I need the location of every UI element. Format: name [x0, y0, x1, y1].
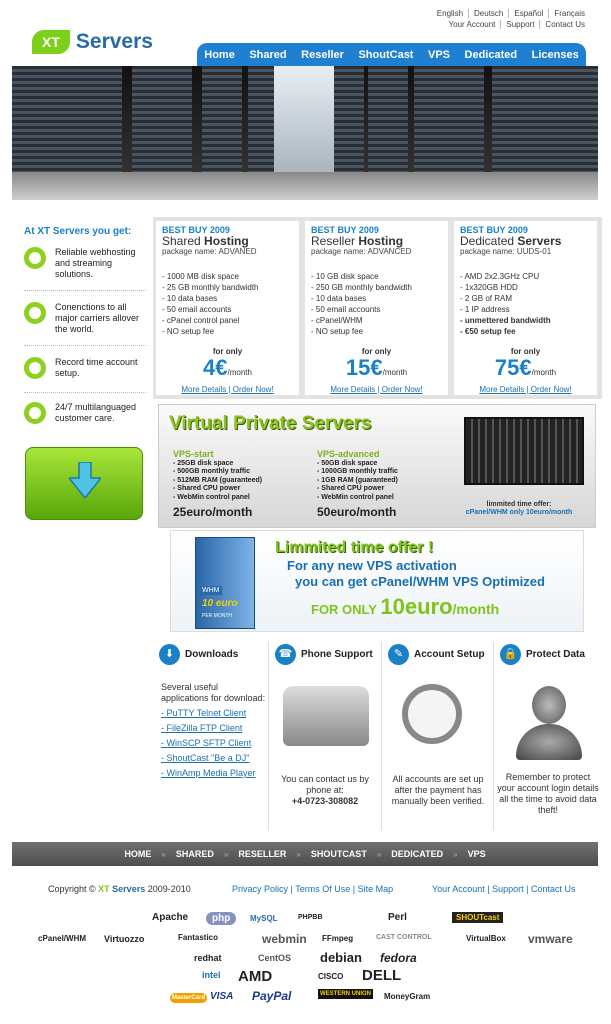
- download-icon: ⬇: [159, 644, 180, 665]
- phone-text: You can contact us by phone at:: [281, 774, 369, 795]
- more-details-link[interactable]: More Details: [330, 385, 376, 394]
- webmin-logo: webmin: [262, 932, 307, 946]
- plan-for-only: for only: [510, 347, 541, 356]
- download-link[interactable]: - FileZilla FTP Client: [161, 723, 243, 733]
- stopwatch-image: [402, 684, 462, 744]
- plan-name: Dedicated Servers: [460, 234, 562, 248]
- feature-item: [24, 302, 146, 346]
- nav-licenses[interactable]: Licenses: [531, 49, 579, 61]
- paypal-logo: PayPal: [252, 989, 292, 1003]
- footer-nav-shared[interactable]: SHARED: [175, 849, 214, 859]
- plan-name: Shared Hosting: [162, 234, 249, 248]
- plan-badge: BEST BUY 2009: [311, 225, 379, 235]
- top-contact-link[interactable]: Contact Us: [545, 20, 585, 29]
- nav-reseller[interactable]: Reseller: [301, 49, 344, 61]
- shoutcast-logo: SHOUTcast: [452, 912, 503, 923]
- footer-nav: HOME » SHARED » RESELLER » SHOUTCAST » DEDICATED » VPS: [12, 842, 598, 866]
- vps-advanced-price: 50euro/month: [317, 505, 397, 520]
- footer-contact-link[interactable]: Contact Us: [530, 884, 576, 894]
- phone-icon: ☎: [275, 644, 296, 665]
- plan-price: 75€/month: [494, 355, 557, 380]
- section-title: Protect Data: [526, 648, 585, 660]
- footer-nav-vps[interactable]: VPS: [467, 849, 486, 859]
- footer-support-link[interactable]: Support: [492, 884, 524, 894]
- site-logo[interactable]: [32, 28, 153, 56]
- cisco-logo: CISCO: [318, 972, 344, 981]
- section-title: Phone Support: [301, 648, 373, 660]
- download-link[interactable]: - PuTTY Telnet Client: [161, 708, 247, 718]
- western-union-logo: WESTERN UNION: [320, 991, 371, 997]
- footer-nav-home[interactable]: HOME: [124, 849, 152, 859]
- user-silhouette-image: [514, 686, 584, 762]
- offer-line-2: For any new VPS activation: [287, 558, 457, 573]
- feature-item: [24, 402, 146, 434]
- moneygram-logo: MoneyGram: [384, 992, 431, 1001]
- vps-banner[interactable]: [158, 404, 596, 528]
- plan-package: package name: ADVANED: [162, 247, 257, 256]
- visa-logo: VISA: [210, 991, 234, 1002]
- plan-features: - 10 GB disk space - 250 GB monthly bandwidth - 10 data bases - 50 email accounts - cPanel/WHM - NO setup fee: [311, 272, 412, 336]
- vps-start-price: 25euro/month: [173, 505, 253, 520]
- fedora-logo: fedora: [380, 951, 417, 965]
- datacenter-banner-image: [12, 66, 598, 200]
- offer-line-3: you can get cPanel/WHM VPS Optimized: [295, 574, 545, 589]
- nav-shoutcast[interactable]: ShoutCast: [358, 49, 414, 61]
- phone-number[interactable]: +4-0723-308082: [291, 796, 359, 806]
- download-link[interactable]: - ShoutCast "Be a DJ": [161, 753, 250, 763]
- blade-server-image: [464, 417, 584, 485]
- plan-shared: BEST BUY 2009 Shared Hosting package name: ADVANED - 1000 MB disk space - 25 GB monthly bandwidth - 10 data bases - 50 email accounts - cPanel control panel - NO setup fee for only 4€/month More Details | Order Now!: [156, 221, 299, 395]
- plan-price: 4€/month: [203, 355, 252, 380]
- telephone-image: [283, 686, 369, 746]
- apache-logo: Apache: [152, 912, 189, 923]
- wrench-icon: ✎: [388, 644, 409, 665]
- vps-start: VPS-start - 25GB disk space - 500GB monthly traffic - 512MB RAM (guaranteed) - Shared CPU power - WebMin control panel 25euro/month: [173, 449, 263, 520]
- lang-deutsch[interactable]: Deutsch: [469, 9, 509, 18]
- plan-for-only: for only: [361, 347, 392, 356]
- feature-item: [24, 357, 146, 393]
- plan-name: Reseller Hosting: [311, 234, 404, 248]
- arrow-down-icon: [69, 462, 101, 498]
- privacy-policy-link[interactable]: Privacy Policy: [232, 884, 289, 894]
- logo-servers: Servers: [75, 30, 153, 53]
- lang-english[interactable]: English: [432, 9, 469, 18]
- plan-dedicated: BEST BUY 2009 Dedicated Servers package name: UUDS-01 - AMD 2x2.3GHz CPU - 1x320GB HDD - 2 GB of RAM - 1 IP address - unmettered bandwidth - €50 setup fee for only 75€/month More Details | Order Now!: [454, 221, 597, 395]
- order-now-link[interactable]: Order Now!: [381, 385, 423, 394]
- footer-account-link[interactable]: Your Account: [432, 884, 485, 894]
- ring-bullet-icon: [24, 247, 46, 269]
- protect-text: Remember to protect your account login details all the time to avoid data theft!: [497, 772, 599, 815]
- top-your-account-link[interactable]: Your Account: [444, 20, 502, 29]
- nav-vps[interactable]: VPS: [427, 49, 450, 61]
- downloads-section: [153, 642, 268, 830]
- footer-nav-reseller[interactable]: RESELLER: [238, 849, 287, 859]
- sidebar-title: At XT Servers you get:: [24, 226, 132, 237]
- perl-logo: Perl: [388, 912, 407, 923]
- lock-icon: 🔒: [500, 644, 521, 665]
- plan-features: - AMD 2x2.3GHz CPU - 1x320GB HDD - 2 GB of RAM - 1 IP address - unmettered bandwidth - €50 setup fee: [460, 272, 551, 336]
- mysql-logo: MySQL: [250, 914, 278, 923]
- plan-price: 15€/month: [345, 355, 408, 380]
- plan-badge: BEST BUY 2009: [162, 225, 230, 235]
- more-details-link[interactable]: More Details: [181, 385, 227, 394]
- ring-bullet-icon: [24, 357, 46, 379]
- feature-item: [24, 247, 146, 291]
- feature-text: Record time account setup.: [55, 357, 138, 378]
- nav-shared[interactable]: Shared: [249, 49, 287, 61]
- offer-headline: Limmited time offer !: [275, 539, 434, 556]
- plan-reseller: BEST BUY 2009 Reseller Hosting package name: ADVANCED - 10 GB disk space - 250 GB monthly bandwidth - 10 data bases - 50 email accounts - cPanel/WHM - NO setup fee for only 15€/month More Details | Order Now!: [305, 221, 448, 395]
- plan-for-only: for only: [212, 347, 243, 356]
- phone-support-section: [269, 642, 381, 830]
- ring-bullet-icon: [24, 402, 46, 424]
- terms-link[interactable]: Terms Of Use: [295, 884, 351, 894]
- plan-features: - 1000 MB disk space - 25 GB monthly bandwidth - 10 data bases - 50 email accounts - cPanel control panel - NO setup fee: [162, 272, 259, 336]
- vps-advanced: VPS-advanced - 50GB disk space - 1000GB monthly traffic - 1GB RAM (guaranteed) - Shared CPU power - WebMin control panel 50euro/month: [317, 449, 398, 520]
- ring-bullet-icon: [24, 302, 46, 324]
- downloads-intro: Several useful applications for download:: [161, 682, 266, 703]
- cpanel-offer-banner[interactable]: [170, 530, 584, 632]
- info-sections: [153, 642, 602, 830]
- feature-text: Conenctions to all major carriers allover the world.: [55, 302, 140, 334]
- protect-data-section: [494, 642, 602, 830]
- feature-text: 24/7 multilanguaged customer care.: [55, 402, 137, 423]
- fantastico-logo: Fantastico: [178, 933, 219, 942]
- cpanel-logo: cPanel/WHM: [38, 934, 87, 943]
- top-support-link[interactable]: Support: [501, 20, 540, 29]
- main-nav: [197, 43, 586, 67]
- nav-home[interactable]: Home: [204, 49, 235, 61]
- section-title: Account Setup: [414, 648, 485, 660]
- amd-logo: AMD: [238, 968, 273, 985]
- sitemap-link[interactable]: Site Map: [357, 884, 394, 894]
- redhat-logo: redhat: [194, 953, 222, 963]
- dell-logo: DELL: [362, 967, 402, 984]
- footer-nav-shoutcast[interactable]: SHOUTCAST: [310, 849, 367, 859]
- intel-logo: intel: [202, 970, 221, 980]
- plan-package: package name: UUDS-01: [460, 247, 552, 256]
- virtuozzo-logo: Virtuozzo: [104, 934, 145, 944]
- section-title: Downloads: [185, 648, 239, 660]
- plan-badge: BEST BUY 2009: [460, 225, 528, 235]
- phpbb-logo: PHPBB: [298, 914, 323, 921]
- castcontrol-logo: CAST CONTROL: [376, 934, 432, 941]
- offer-price: FOR ONLY 10euro/month: [311, 594, 500, 619]
- mastercard-logo: MasterCard: [172, 995, 206, 1001]
- plan-package: package name: ADVANCED: [311, 247, 412, 256]
- software-box-image: WHM 10 euro PER MONTH: [195, 537, 255, 629]
- setup-text: All accounts are set up after the payment has manually been verified.: [391, 774, 485, 806]
- download-link[interactable]: - WinSCP SFTP Client: [161, 738, 252, 748]
- ffmpeg-logo: FFmpeg: [322, 934, 354, 943]
- nav-dedicated[interactable]: Dedicated: [464, 49, 518, 61]
- lang-espanol[interactable]: Español: [509, 9, 549, 18]
- order-now-link[interactable]: Order Now!: [232, 385, 274, 394]
- debian-logo: debian: [320, 950, 362, 965]
- footer-nav-dedicated[interactable]: DEDICATED: [391, 849, 444, 859]
- order-now-link[interactable]: Order Now!: [530, 385, 572, 394]
- logo-xt: XT: [32, 30, 70, 54]
- copyright: Copyright © XT Servers 2009-2010: [48, 884, 191, 894]
- centos-logo: CentOS: [258, 953, 292, 963]
- language-and-account-links: [432, 8, 585, 30]
- feature-text: Reliable webhosting and streaming solutions.: [55, 247, 136, 279]
- vps-title: Virtual Private Servers: [169, 413, 372, 434]
- vps-limited-offer: limmited time offer: cPanel/WHM only 10euro/month: [465, 501, 573, 516]
- php-logo: php: [206, 912, 236, 925]
- account-setup-section: [382, 642, 493, 830]
- virtualbox-logo: VirtualBox: [466, 934, 506, 943]
- lang-francais[interactable]: Français: [554, 9, 585, 18]
- download-link[interactable]: - WinAmp Media Player: [161, 768, 256, 778]
- more-details-link[interactable]: More Details: [479, 385, 525, 394]
- hosting-plans: [153, 217, 602, 399]
- vmware-logo: vmware: [528, 932, 573, 946]
- down-arrow-button[interactable]: [25, 447, 143, 520]
